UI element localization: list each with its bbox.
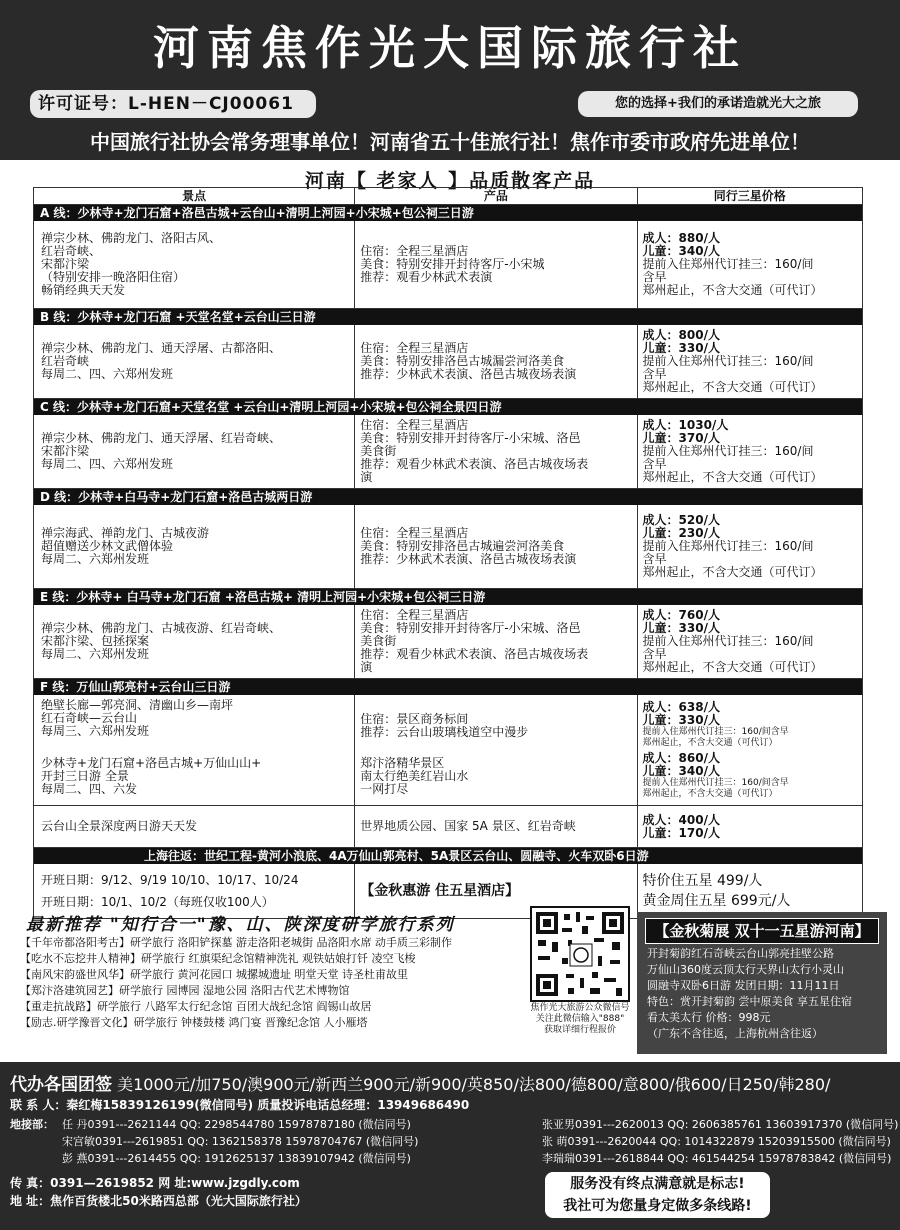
product-text: 住宿：全程三星酒店	[360, 526, 469, 540]
footer	[0, 1062, 900, 1230]
line-bar: D 线：少林寺+白马寺+龙门石窟+洛邑古城两日游	[34, 489, 862, 505]
recommend-item: 【郑汴洛建筑园艺】研学旅行 园博园 湿地公园 洛阳古代艺术博物馆	[20, 984, 350, 997]
reception-contact-b: 张 萌0391---2620044 QQ: 1014322879 15203915500 (微信同号)	[542, 1135, 891, 1148]
reception-contact-a: 宋宫敏0391---2619851 QQ: 1362158378 15978704767 (微信同号)	[62, 1135, 419, 1148]
price-text: 儿童：230/人	[642, 526, 720, 540]
sight-text: 每周二、六郑州发班	[41, 552, 150, 566]
price-note: 提前入住郑州代订挂三：160/间含早	[642, 777, 789, 788]
line-product	[355, 415, 637, 488]
recommend-list	[20, 935, 520, 1031]
promo-line: 圆融寺双卧6日游 发团日期：11月11日	[647, 979, 840, 992]
recommend-item: 【励志.研学豫晋文化】研学旅行 钟楼鼓楼 鸿门宴 晋豫纪念馆 人小雁塔	[20, 1016, 368, 1029]
sight-text: 宋都汴梁、包拯探案	[41, 634, 150, 648]
line-row	[34, 221, 862, 309]
reception-label: 地接部：	[10, 1118, 54, 1131]
line-product	[355, 605, 637, 678]
table-header	[34, 188, 862, 205]
reception-contacts	[10, 1116, 898, 1167]
price-text: 儿童：330/人	[642, 341, 720, 355]
sight-text: 红石奇峡—云台山	[41, 711, 138, 725]
shanghai-date-1: 开班日期：9/12、9/19 10/10、10/17、10/24	[41, 873, 299, 887]
recommend-item: 【重走抗战路】研学旅行 八路军太行纪念馆 百团大战纪念馆 阎锡山故居	[20, 1000, 372, 1013]
price-text: 成人：520/人	[642, 513, 720, 527]
product-text: 住宿：全程三星酒店	[360, 418, 469, 432]
sight-text: 每周二、六郑州发班	[41, 647, 150, 661]
product-text: 演	[360, 660, 373, 674]
line-sight	[34, 605, 355, 678]
price-text: 郑州起止，不含大交通（可代订）	[642, 565, 823, 579]
product-text: 演	[360, 470, 373, 484]
sight-text: 禅宗少林、佛韵龙门、洛阳古风、	[41, 231, 222, 245]
header-price: 同行三星价格	[713, 189, 786, 203]
price-text: 提前入住郑州代订挂三：160/间	[642, 539, 814, 553]
sight-text: 开封三日游 全景	[41, 769, 129, 783]
yuntai-price	[638, 806, 862, 847]
reception-label	[10, 1150, 62, 1167]
yuntai-sight: 云台山全景深度两日游天天发	[34, 806, 355, 847]
sight-text: 宋都汴梁	[41, 257, 90, 271]
product-text: 住宿：全程三星酒店	[360, 608, 469, 622]
qr-caption-line: 获取详细行程报价	[543, 1025, 616, 1035]
recommend-item: 【千年帝都洛阳考古】研学旅行 洛阳铲探墓 游走洛阳老城街 品洛阳水席 动手质三彩制作	[20, 936, 452, 949]
line-row	[34, 325, 862, 399]
line-f-row	[34, 695, 862, 806]
promo-line: 看太美太行 价格：998元	[647, 1011, 771, 1024]
badge-line-1: 服务没有终点满意就是标志!	[570, 1176, 745, 1192]
product-text: 郑汴洛精华景区	[360, 756, 445, 770]
sight-text: 每周二、四、六郑州发班	[41, 457, 174, 471]
license-badge: 许可证号：L-HEN－CJ00061	[30, 90, 316, 118]
reception-contact-b: 张亚男0391---2620013 QQ: 2606385761 13603917370 (微信同号)	[542, 1118, 899, 1131]
price-text: 含早	[642, 457, 667, 471]
badge-line-2: 我社可为您量身定做多条线路!	[563, 1198, 752, 1214]
qr-caption-line: 焦作光大旅游公众微信号	[530, 1003, 630, 1013]
price-text: 提前入住郑州代订挂三：160/间	[642, 444, 814, 458]
price-text: 成人：800/人	[642, 328, 720, 342]
reception-contact-b: 李瑞瑞0391---2618844 QQ: 461544254 15978783842 (微信同号)	[542, 1152, 892, 1165]
line-price	[638, 415, 862, 488]
qr-code-image	[530, 906, 630, 1002]
yuntai-row	[34, 806, 862, 848]
price-text: 郑州起止，不含大交通（可代订）	[642, 380, 823, 394]
line-product	[355, 505, 637, 588]
promo-title: 【金秋菊展 双十一五星游河南】	[645, 918, 879, 944]
product-text: 一网打尽	[360, 782, 409, 796]
price-text: 成人：860/人	[642, 750, 720, 765]
product-text: 南太行绝美红岩山水	[360, 769, 469, 783]
product-text: 推荐：观看少林武术表演	[360, 270, 493, 284]
product-text: 美食街	[360, 634, 397, 648]
line-price	[638, 605, 862, 678]
shanghai-promo: 【金秋惠游 住五星酒店】	[355, 864, 637, 918]
shanghai-date-2: 开班日期：10/1、10/2（每班仅收100人）	[41, 895, 274, 909]
yuntai-product: 世界地质公园、国家 5A 景区、红岩奇峡	[355, 806, 637, 847]
line-sight	[34, 415, 355, 488]
agency-title: 河南焦作光大国际旅行社	[153, 21, 747, 75]
sight-text: 畅销经典天天发	[41, 283, 126, 297]
product-text: 推荐：观看少林武术表演、洛邑古城夜场表	[360, 647, 589, 661]
price-text: 成人：760/人	[642, 608, 720, 622]
line-row	[34, 415, 862, 489]
price-text: 成人：880/人	[642, 231, 720, 245]
sight-text: （特别安排一晚洛阳住宿）	[41, 270, 186, 284]
promo-line: （广东不含往返，上海杭州含往返）	[647, 1027, 823, 1040]
line-product	[355, 221, 637, 308]
visa-label: 代办各国团签	[10, 1075, 112, 1095]
price-text: 含早	[642, 647, 667, 661]
product-text: 住宿：景区商务标间	[360, 712, 469, 726]
recommend-item: 【南风宋韵盛世风华】研学旅行 黄河花园口 城摞城遗址 明堂天堂 诗圣杜甫故里	[20, 968, 408, 981]
header-banner	[0, 0, 900, 160]
line-row	[34, 605, 862, 679]
sight-text: 红岩奇峡、	[41, 244, 102, 258]
price-text: 含早	[642, 367, 667, 381]
line-f-price	[638, 695, 862, 805]
reception-row	[10, 1150, 898, 1167]
line-bar: E 线：少林寺+ 白马寺+龙门石窟 +洛邑古城+ 清明上河园+小宋城+包公祠三日游	[34, 589, 862, 605]
price-text: 成人：638/人	[642, 699, 720, 714]
sight-text: 禅宗海武、禅韵龙门、古城夜游	[41, 526, 210, 540]
qr-code-icon	[532, 908, 628, 1000]
price-note: 郑州起止，不含大交通（可代订）	[642, 737, 778, 748]
header-sight: 景点	[34, 188, 355, 204]
shanghai-price	[638, 864, 862, 918]
product-text: 推荐：观看少林武术表演、洛邑古城夜场表	[360, 457, 589, 471]
price-text: 郑州起止，不含大交通（可代订）	[642, 470, 823, 484]
price-text: 含早	[642, 270, 667, 284]
promo-box	[637, 912, 887, 1054]
reception-contact-a: 彭 燕0391---2614455 QQ: 1912625137 13839107942 (微信同号)	[62, 1152, 411, 1165]
product-text: 推荐：少林武术表演、洛邑古城夜场表演	[360, 367, 577, 381]
price-text: 成人：400/人	[642, 812, 720, 827]
promo-line: 特色：赏开封菊韵 尝中原美食 享五星住宿	[647, 995, 852, 1008]
line-bar: B 线：少林寺+龙门石窟 +天堂名堂+云台山三日游	[34, 309, 862, 325]
reception-row	[10, 1116, 898, 1133]
product-text: 推荐：少林武术表演、洛邑古城夜场表演	[360, 552, 577, 566]
slogan-badge: 您的选择+我们的承诺造就光大之旅	[578, 91, 858, 117]
visa-line	[10, 1070, 830, 1095]
product-text: 美食：特别安排开封待客厅-小宋城、洛邑	[360, 431, 581, 445]
price-text: 郑州起止，不含大交通（可代订）	[642, 283, 823, 297]
product-text: 住宿：全程三星酒店	[360, 341, 469, 355]
shanghai-price-1: 特价住五星 499/人	[642, 873, 763, 889]
line-price	[638, 505, 862, 588]
price-text: 儿童：340/人	[642, 244, 720, 258]
sight-text: 绝壁长廊—郭亮洞、清幽山乡—南坪	[41, 698, 234, 712]
line-price	[638, 325, 862, 398]
line-product	[355, 325, 637, 398]
shanghai-bar: 上海往返：世纪工程-黄河小浪底、4A万仙山郭亮村、5A景区云台山、圆融寺、火车双卧6日游	[34, 848, 862, 864]
sight-text: 禅宗少林、佛韵龙门、通天浮屠、古都洛阳、	[41, 341, 282, 355]
price-text: 儿童：370/人	[642, 431, 720, 445]
price-text: 成人：1030/人	[642, 418, 729, 432]
membership-line: 中国旅行社协会常务理事单位！河南省五十佳旅行社！焦作市委市政府先进单位！	[90, 130, 810, 154]
shanghai-price-2: 黄金周住五星 699元/人	[642, 893, 791, 909]
price-text: 提前入住郑州代订挂三：160/间	[642, 634, 814, 648]
promo-line: 开封菊韵红石奇峡云台山郭亮挂壁公路	[647, 947, 834, 960]
product-text: 美食：特别安排洛邑古城遍尝河洛美食	[360, 539, 565, 553]
price-note: 提前入住郑州代订挂三：160/间含早	[642, 726, 789, 737]
qr-caption	[513, 1003, 647, 1036]
product-text: 美食街	[360, 444, 397, 458]
product-text: 推荐：云台山玻璃栈道空中漫步	[360, 725, 529, 739]
sight-text: 超值赠送少林文武僧体验	[41, 539, 174, 553]
price-text: 提前入住郑州代订挂三：160/间	[642, 257, 814, 271]
recommend-item: 【吃水不忘挖井人精神】研学旅行 红旗渠纪念馆精神洗礼 观铁姑娘打钎 凌空飞梭	[20, 952, 416, 965]
sight-text: 每周三、六郑州发班	[41, 724, 150, 738]
product-table	[33, 187, 863, 919]
price-text: 儿童：340/人	[642, 763, 720, 778]
sight-text: 每周二、四、六郑州发班	[41, 367, 174, 381]
contact-line: 联 系 人：秦红梅15839126199(微信同号) 质量投诉电话总经理：13949686490	[10, 1098, 470, 1112]
address: 地 址：焦作百货楼北50米路西总部（光大国际旅行社）	[10, 1194, 307, 1208]
promo-body	[637, 944, 887, 1044]
sight-text: 禅宗少林、佛韵龙门、古城夜游、红岩奇峡、	[41, 621, 282, 635]
sight-text: 红岩奇峡	[41, 354, 90, 368]
price-note: 郑州起止，不含大交通（可代订）	[642, 788, 778, 799]
price-text: 儿童：330/人	[642, 712, 720, 727]
line-sight	[34, 221, 355, 308]
fax-website: 传 真：0391—2619852 网 址:www.jzgdly.com	[10, 1176, 300, 1190]
line-f-sight	[34, 695, 355, 805]
qr-caption-line: 关注此微信输入"888"	[535, 1014, 625, 1024]
reception-row	[10, 1133, 898, 1150]
reception-label	[10, 1133, 62, 1150]
product-text: 美食：特别安排洛邑古城漏尝河洛美食	[360, 354, 565, 368]
header-product: 产品	[355, 188, 637, 204]
line-f-bar: F 线：万仙山郭亮村+云台山三日游	[34, 679, 862, 695]
fax-address	[10, 1174, 307, 1210]
line-bar: C 线：少林寺+龙门石窟+天堂名堂 +云台山+清明上河园+小宋城+包公祠全景四日游	[34, 399, 862, 415]
price-text: 提前入住郑州代订挂三：160/间	[642, 354, 814, 368]
sight-text: 每周二、四、六发	[41, 782, 138, 796]
recommend-title: 最新推荐 "知行合一"豫、山、陕深度研学旅行系列	[26, 915, 455, 935]
line-sight	[34, 325, 355, 398]
reception-contact-a: 任 丹0391---2621144 QQ: 2298544780 15978787180 (微信同号)	[62, 1118, 411, 1131]
line-bar: A 线：少林寺+龙门石窟+洛邑古城+云台山+清明上河园+小宋城+包公祠三日游	[34, 205, 862, 221]
product-text: 住宿：全程三星酒店	[360, 244, 469, 258]
price-text: 郑州起止，不含大交通（可代订）	[642, 660, 823, 674]
line-f-product	[355, 695, 637, 805]
sight-text: 少林寺+龙门石窟+洛邑古城+万仙山山+	[41, 756, 262, 770]
price-text: 儿童：170/人	[642, 825, 720, 840]
product-text: 美食：特别安排开封待客厅-小宋城、洛邑	[360, 621, 581, 635]
line-sight	[34, 505, 355, 588]
product-text: 美食：特别安排开封待客厅-小宋城	[360, 257, 545, 271]
service-badge	[545, 1172, 770, 1218]
line-price	[638, 221, 862, 308]
price-text: 儿童：330/人	[642, 621, 720, 635]
price-text: 含早	[642, 552, 667, 566]
products-title: 河南【 老家人 】品质散客产品	[304, 170, 596, 192]
visa-prices: 美1000元/加750/澳900元/新西兰900元/新900/英850/法800/德800/意800/俄600/日250/韩280/	[117, 1075, 831, 1094]
tour-lines	[34, 205, 862, 679]
sight-text: 禅宗少林、佛韵龙门、通天浮屠、红岩奇峡、	[41, 431, 282, 445]
promo-line: 万仙山360度云顶太行天界山太行小灵山	[647, 963, 844, 976]
sight-text: 宋都汴梁	[41, 444, 90, 458]
line-row	[34, 505, 862, 589]
